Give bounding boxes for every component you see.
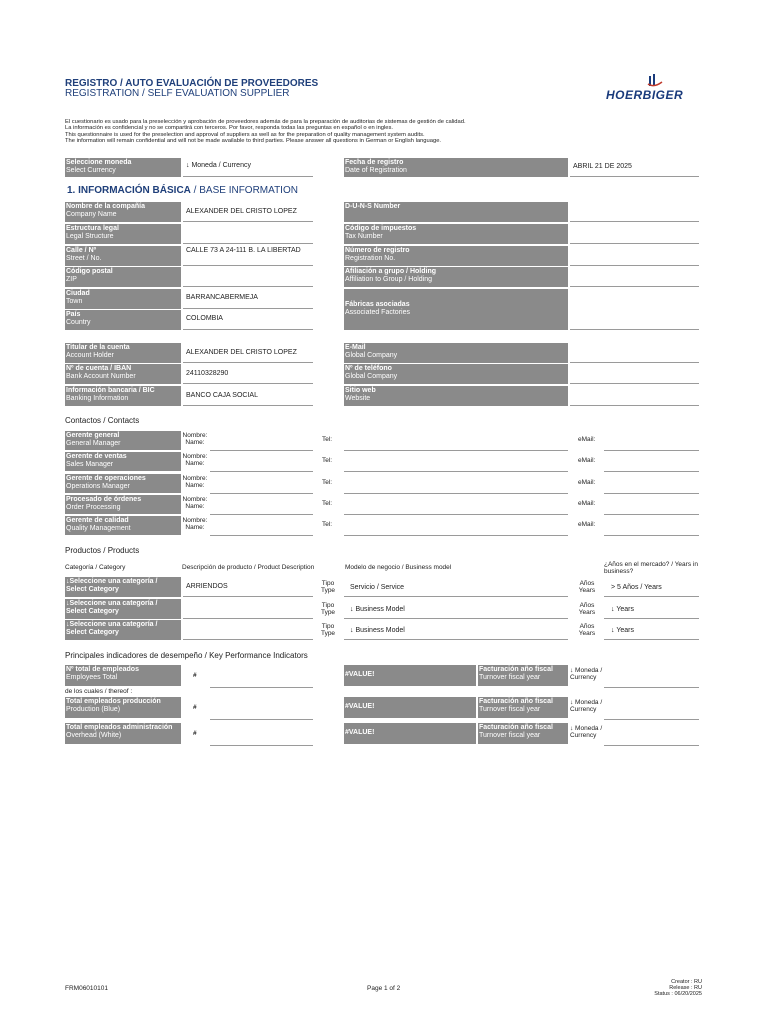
contact-tel-field[interactable] [344, 431, 568, 451]
contact-tel-label: Tel: [322, 521, 333, 528]
title-en: REGISTRATION / SELF EVALUATION SUPPLIER [65, 88, 290, 99]
zip-label: Código postal ZIP [65, 267, 181, 287]
footer-meta [620, 979, 702, 997]
contact-tel-label: Tel: [322, 500, 333, 507]
years-label: Años Years [578, 602, 596, 616]
email-field[interactable] [570, 343, 699, 363]
creator: Creator : RU [671, 979, 702, 985]
business-model-select[interactable]: ↓ Business Model [344, 620, 568, 640]
col-model: Modelo de negocio / Business model [345, 564, 452, 571]
duns-field[interactable] [570, 202, 699, 222]
account-holder-field[interactable]: ALEXANDER DEL CRISTO LOPEZ [183, 343, 313, 363]
iban-field[interactable]: 24110328290 [183, 364, 313, 384]
bank-info-field[interactable]: BANCO CAJA SOCIAL [183, 386, 313, 406]
company-name-field[interactable]: ALEXANDER DEL CRISTO LOPEZ [183, 202, 313, 222]
email-label: E-Mail Global Company [344, 343, 568, 363]
kpi-hash: # [193, 704, 197, 711]
turnover-field[interactable] [604, 697, 699, 720]
turnover-currency-select[interactable]: ↓ Moneda / Currency [570, 667, 603, 681]
contact-name-field[interactable] [210, 452, 313, 472]
contact-name-field[interactable] [210, 495, 313, 515]
contact-email-field[interactable] [604, 452, 699, 472]
category-select[interactable]: ↓Seleccione una categoría / Select Category [65, 599, 181, 619]
kpi-hash: # [193, 672, 197, 679]
contact-name-field[interactable] [210, 431, 313, 451]
products-title: Productos / Products [65, 546, 140, 555]
years-label: Años Years [578, 580, 596, 594]
kpi-title: Principales indicadores de desempeño / Key Performance Indicators [65, 651, 308, 660]
type-label: Tipo Type [320, 623, 336, 637]
years-select[interactable]: ↓ Years [604, 599, 699, 619]
page-number: Page 1 of 2 [367, 985, 401, 992]
contact-name-field[interactable] [210, 474, 313, 494]
contact-name-label: Nombre: Name: [182, 475, 208, 489]
product-description-field[interactable] [183, 620, 313, 640]
intro-line: The information will remain confidential and will not be made available to third parties. Please answer all questions in German or English language. [65, 138, 442, 145]
kpi-hash: # [193, 730, 197, 737]
contact-email-field[interactable] [604, 431, 699, 451]
turnover-field[interactable] [604, 723, 699, 746]
type-label: Tipo Type [320, 580, 336, 594]
title-es: REGISTRO / AUTO EVALUACIÓN DE PROVEEDORES [65, 78, 319, 89]
contact-email-label: eMail: [578, 500, 596, 507]
legal-structure-label: Estructura legal Legal Structure [65, 224, 181, 244]
tax-label: Código de impuestos Tax Number [344, 224, 568, 244]
contact-name-field[interactable] [210, 516, 313, 536]
website-label: Sitio web Website [344, 386, 568, 406]
contact-role-label: Gerente de ventas Sales Manager [65, 452, 181, 471]
phone-field[interactable] [570, 364, 699, 384]
account-holder-label: Titular de la cuenta Account Holder [65, 343, 181, 363]
turnover-currency-select[interactable]: ↓ Moneda / Currency [570, 725, 603, 739]
col-years: ¿Años en el mercado? / Years in business? [604, 561, 698, 575]
town-field[interactable]: BARRANCABERMEJA [183, 289, 313, 309]
company-name-label: Nombre de la compañía Company Name [65, 202, 181, 222]
contact-tel-label: Tel: [322, 436, 333, 443]
date-label: Fecha de registro Date of Registration [344, 158, 568, 177]
turnover-label: Facturación año fiscal Turnover fiscal year [478, 697, 568, 718]
logo-text: HOERBIGER [606, 88, 684, 102]
kpi-value-cell: #VALUE! [344, 697, 476, 718]
contact-role-label: Gerente general General Manager [65, 431, 181, 450]
turnover-label: Facturación año fiscal Turnover fiscal year [478, 665, 568, 686]
tax-field[interactable] [570, 224, 699, 244]
business-model-select[interactable]: Servicio / Service [344, 577, 568, 597]
contact-email-field[interactable] [604, 474, 699, 494]
iban-label: Nº de cuenta / IBAN Bank Account Number [65, 364, 181, 384]
phone-label: Nº de teléfono Global Company [344, 364, 568, 384]
section-title: 1. INFORMACIÓN BÁSICA / BASE INFORMATION [67, 185, 298, 196]
contact-email-field[interactable] [604, 516, 699, 536]
turnover-currency-select[interactable]: ↓ Moneda / Currency [570, 699, 603, 713]
years-select[interactable]: > 5 Años / Years [604, 577, 699, 597]
contact-email-field[interactable] [604, 495, 699, 515]
contact-email-label: eMail: [578, 521, 596, 528]
contact-email-label: eMail: [578, 436, 596, 443]
kpi-value-cell: #VALUE! [344, 665, 476, 686]
contact-name-label: Nombre: Name: [182, 432, 208, 446]
factories-label: Fábricas asociadas Associated Factories [344, 289, 568, 330]
intro-line: El cuestionario es usado para la preselección y aprobación de proveedores además de para la preparación de auditorias de sistemas de gestión de calidad. [65, 119, 466, 125]
col-description: Descripción de producto / Product Description [182, 564, 315, 571]
town-label: Ciudad Town [65, 289, 181, 309]
registration-field[interactable] [570, 246, 699, 266]
contact-email-label: eMail: [578, 479, 596, 486]
years-select[interactable]: ↓ Years [604, 620, 699, 640]
col-category: Categoría / Category [65, 564, 126, 571]
factories-field[interactable] [570, 289, 699, 330]
kpi-label: Total empleados administración Overhead (White) [65, 723, 181, 744]
street-field[interactable]: CALLE 73 A 24-111 B. LA LIBERTAD [183, 246, 313, 266]
kpi-label: Total empleados producción Production (Blue) [65, 697, 181, 718]
kpi-number-field[interactable] [210, 697, 313, 720]
contact-name-label: Nombre: Name: [182, 496, 208, 510]
contact-tel-field[interactable] [344, 452, 568, 472]
contact-tel-field[interactable] [344, 474, 568, 494]
release: Release : RU [669, 985, 702, 991]
intro-line: La información es confidencial y no se compartirá con terceros. Por favor, responda todas las preguntas en español o en ingles. [65, 125, 394, 132]
legal-structure-field[interactable] [183, 224, 313, 244]
currency-label: Seleccione moneda Select Currency [65, 158, 181, 177]
contact-role-label: Procesado de órdenes Order Processing [65, 495, 181, 514]
affiliation-field[interactable] [570, 267, 699, 287]
country-label: País Country [65, 310, 181, 330]
bank-info-label: Información bancaria / BIC Banking Information [65, 386, 181, 406]
registration-label: Número de registro Registration No. [344, 246, 568, 266]
contact-tel-label: Tel: [322, 479, 333, 486]
kpi-value-cell: #VALUE! [344, 723, 476, 744]
thereof-label: de los cuales / thereof : [65, 688, 133, 695]
affiliation-label: Afiliación a grupo / Holding Affiliation to Group / Holding [344, 267, 568, 287]
years-label: Años Years [578, 623, 596, 637]
product-description-field[interactable] [183, 599, 313, 619]
kpi-number-field[interactable] [210, 665, 313, 688]
website-field[interactable] [570, 386, 699, 406]
contact-name-label: Nombre: Name: [182, 517, 208, 531]
business-model-select[interactable]: ↓ Business Model [344, 599, 568, 619]
contact-tel-field[interactable] [344, 495, 568, 515]
intro-text [65, 119, 705, 145]
status: Status : 06/20/2025 [654, 991, 702, 997]
contact-email-label: eMail: [578, 457, 596, 464]
category-select[interactable]: ↓Seleccione una categoría / Select Category [65, 577, 181, 597]
currency-select[interactable]: ↓ Moneda / Currency [183, 158, 313, 177]
kpi-label: Nº total de empleados Employees Total [65, 665, 181, 686]
hoerbiger-logo [604, 72, 688, 104]
contact-tel-field[interactable] [344, 516, 568, 536]
country-field[interactable]: COLOMBIA [183, 310, 313, 330]
intro-line: This questionnaire is used for the preselection and approval of suppliers as well as for the preparation of quality management system audits. [65, 131, 425, 138]
contact-role-label: Gerente de operaciones Operations Manager [65, 474, 181, 493]
kpi-number-field[interactable] [210, 723, 313, 746]
form-code: FRM06010101 [65, 985, 108, 992]
contact-name-label: Nombre: Name: [182, 453, 208, 467]
category-select[interactable]: ↓Seleccione una categoría / Select Category [65, 620, 181, 640]
turnover-field[interactable] [604, 665, 699, 688]
product-description-field[interactable]: ARRIENDOS [183, 577, 313, 597]
contact-tel-label: Tel: [322, 457, 333, 464]
contact-role-label: Gerente de calidad Quality Management [65, 516, 181, 535]
zip-field[interactable] [183, 267, 313, 287]
contacts-title: Contactos / Contacts [65, 416, 140, 425]
turnover-label: Facturación año fiscal Turnover fiscal year [478, 723, 568, 744]
date-value[interactable]: ABRIL 21 DE 2025 [570, 158, 699, 177]
street-label: Calle / Nº Street / No. [65, 246, 181, 266]
type-label: Tipo Type [320, 602, 336, 616]
duns-label: D-U-N-S Number [344, 202, 568, 222]
